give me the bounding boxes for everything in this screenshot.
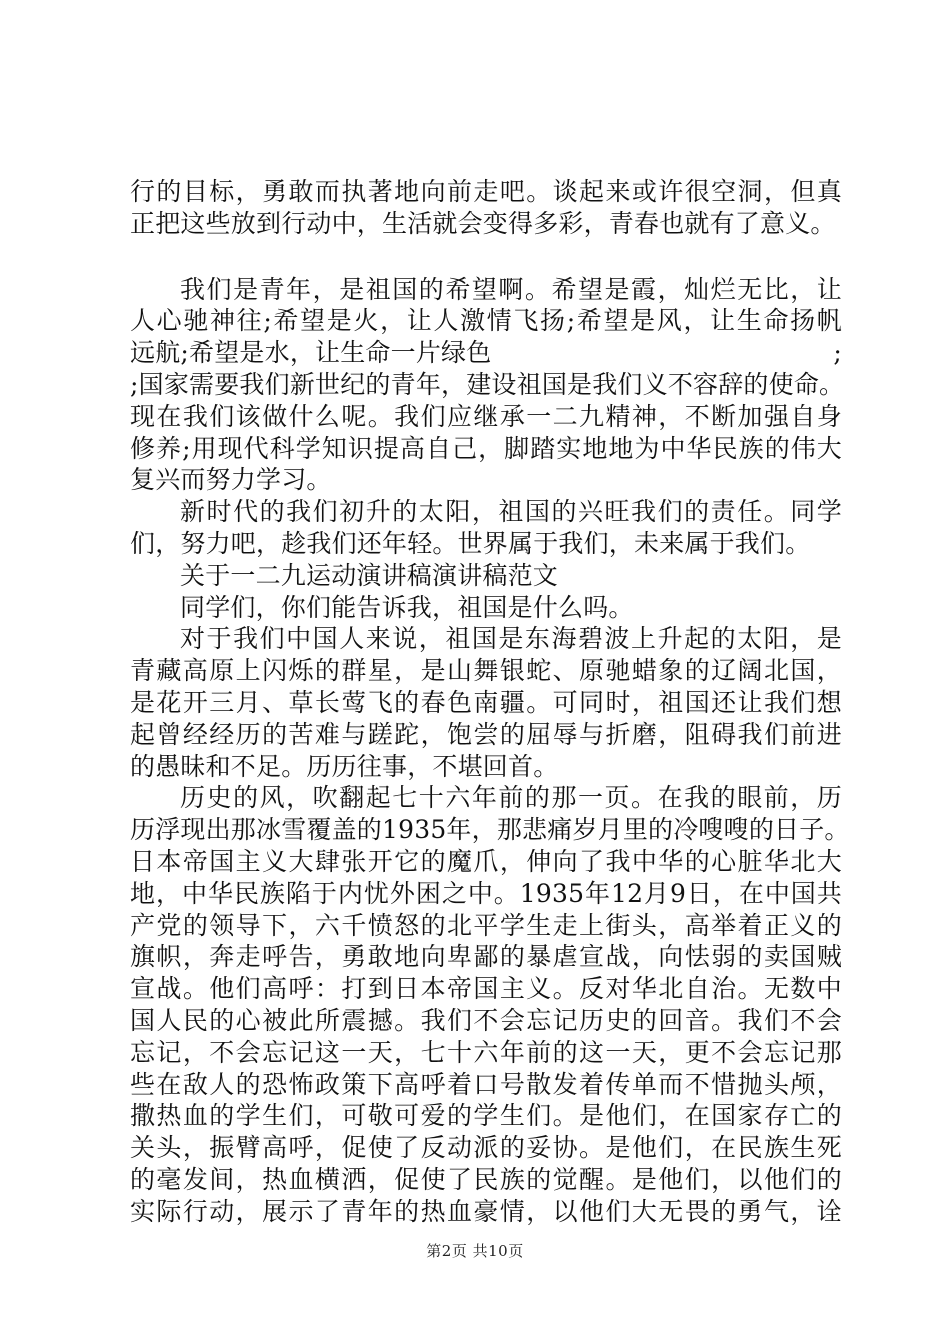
text-line: 的毫发间，热血横洒，促使了民族的觉醒。是他们，以他们的 <box>130 1164 842 1194</box>
text-line: 修养;用现代科学知识提高自己，脚踏实地地为中华民族的伟大 <box>130 433 842 463</box>
text-line <box>130 337 842 369</box>
text-line: 产党的领导下，六千愤怒的北平学生走上街头，高举着正义的 <box>130 910 842 940</box>
text-segment: 远航;希望是水，让生命一片绿色 <box>130 338 492 368</box>
page-number: 第2页 共10页 <box>426 1242 524 1260</box>
text-line: 实际行动，展示了青年的热血豪情，以他们大无畏的勇气，诠 <box>130 1196 842 1226</box>
text-line: 日本帝国主义大肆张开它的魔爪，伸向了我中华的心脏华北大 <box>130 846 842 876</box>
text-line: 旗帜，奔走呼告，勇敢地向卑鄙的暴虐宣战，向怯弱的卖国贼 <box>130 942 842 972</box>
text-line: 撒热血的学生们，可敬可爱的学生们。是他们，在国家存亡的 <box>130 1101 842 1131</box>
body-text <box>130 176 850 1228</box>
section-heading: 关于一二九运动演讲稿演讲稿范文 <box>180 560 559 590</box>
text-line: 地，中华民族陷于内忧外困之中。1935年12月9日，在中国共 <box>130 878 842 908</box>
text-line: 们，努力吧，趁我们还年轻。世界属于我们，未来属于我们。 <box>130 528 811 558</box>
text-line: 国人民的心被此所震撼。我们不会忘记历史的回音。我们不会 <box>130 1005 842 1035</box>
text-line: 的愚昧和不足。历历往事，不堪回首。 <box>130 751 559 781</box>
text-segment: ; <box>833 338 842 368</box>
text-line: 关头，振臂高呼，促使了反动派的妥协。是他们，在民族生死 <box>130 1133 842 1163</box>
text-line: 对于我们中国人来说，祖国是东海碧波上升起的太阳，是 <box>180 624 842 654</box>
text-line: 些在敌人的恐怖政策下高呼着口号散发着传单而不惜抛头颅， <box>130 1069 842 1099</box>
text-line: 我们是青年，是祖国的希望啊。希望是霞，灿烂无比，让 <box>180 274 842 304</box>
text-line: 行的目标，勇敢而执著地向前走吧。谈起来或许很空洞，但真 <box>130 177 842 206</box>
text-line: 新时代的我们初升的太阳，祖国的兴旺我们的责任。同学 <box>180 497 842 527</box>
text-line: 正把这些放到行动中，生活就会变得多彩，青春也就有了意义。 <box>130 208 836 238</box>
text-line: 人心驰神往;希望是火，让人激情飞扬;希望是风，让生命扬帆 <box>130 306 842 336</box>
text-line: 是花开三月、草长莺飞的春色南疆。可同时，祖国还让我们想 <box>130 687 842 717</box>
text-line: 青藏高原上闪烁的群星，是山舞银蛇、原驰蜡象的辽阔北国， <box>130 656 842 686</box>
text-line: 历史的风，吹翻起七十六年前的那一页。在我的眼前，历 <box>180 783 842 813</box>
text-line: 同学们，你们能告诉我，祖国是什么吗。 <box>180 592 634 622</box>
text-line: 复兴而努力学习。 <box>130 465 332 495</box>
text-line: 现在我们该做什么呢。我们应继承一二九精神，不断加强自身 <box>130 401 842 431</box>
text-line: ;国家需要我们新世纪的青年，建设祖国是我们义不容辞的使命。 <box>130 369 845 399</box>
text-line: 起曾经经历的苦难与蹉跎，饱尝的屈辱与折磨，阻碍我们前进 <box>130 719 842 749</box>
text-line: 历浮现出那冰雪覆盖的1935年，那悲痛岁月里的冷嗖嗖的日子。 <box>130 815 850 845</box>
paragraph-gap <box>130 240 842 274</box>
text-line: 忘记，不会忘记这一天，七十六年前的这一天，更不会忘记那 <box>130 1037 842 1067</box>
text-line: 宣战。他们高呼：打到日本帝国主义。反对华北自治。无数中 <box>130 974 842 1004</box>
